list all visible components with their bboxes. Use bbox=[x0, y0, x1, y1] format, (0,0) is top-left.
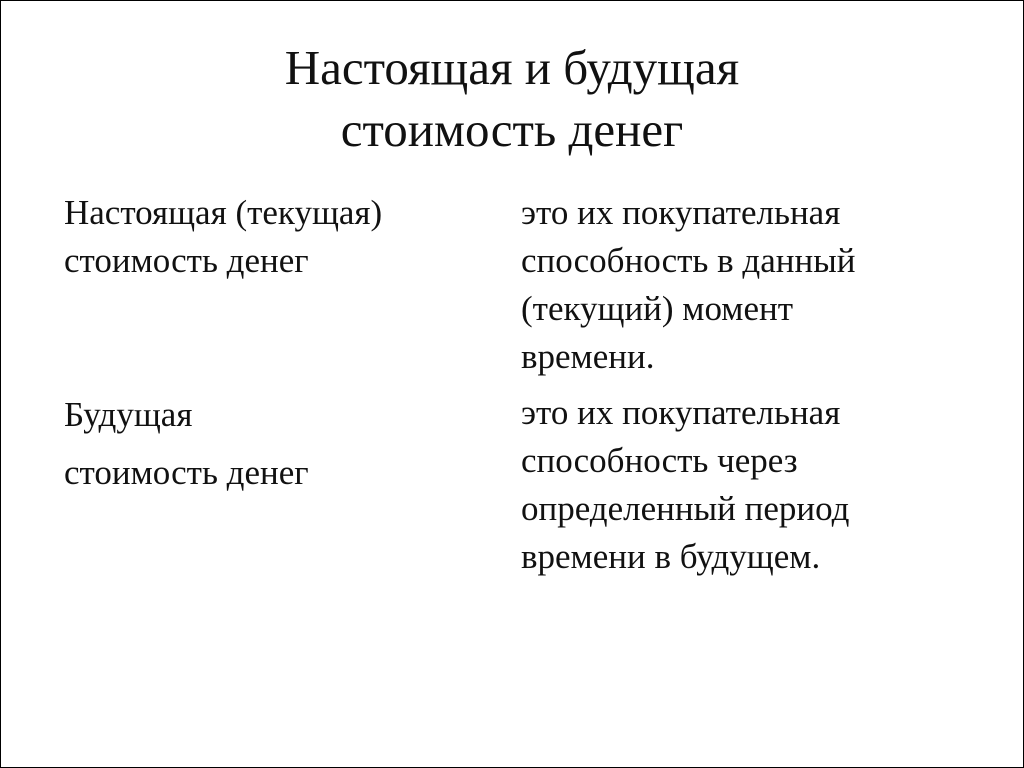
definition-line: способность через bbox=[521, 441, 798, 480]
term-present-value bbox=[64, 189, 464, 285]
term-line: стоимость денег bbox=[64, 453, 309, 492]
definition-line: это их покупательная bbox=[521, 393, 841, 432]
definition-line: времени. bbox=[521, 337, 655, 376]
definition-line: способность в данный bbox=[521, 241, 856, 280]
definition-future-value bbox=[521, 389, 981, 581]
definition-present-value bbox=[521, 189, 981, 381]
term-line: стоимость денег bbox=[64, 241, 309, 280]
definition-line: определенный период bbox=[521, 489, 850, 528]
term-future-value bbox=[64, 386, 464, 502]
definition-line: (текущий) момент bbox=[521, 289, 794, 328]
title-line-2: стоимость денег bbox=[340, 102, 684, 157]
definition-line: это их покупательная bbox=[521, 193, 841, 232]
term-line: Будущая bbox=[64, 395, 193, 434]
term-line: Настоящая (текущая) bbox=[64, 193, 383, 232]
title-line-1: Настоящая и будущая bbox=[284, 40, 740, 95]
slide-title bbox=[1, 37, 1023, 161]
definition-line: времени в будущем. bbox=[521, 537, 821, 576]
